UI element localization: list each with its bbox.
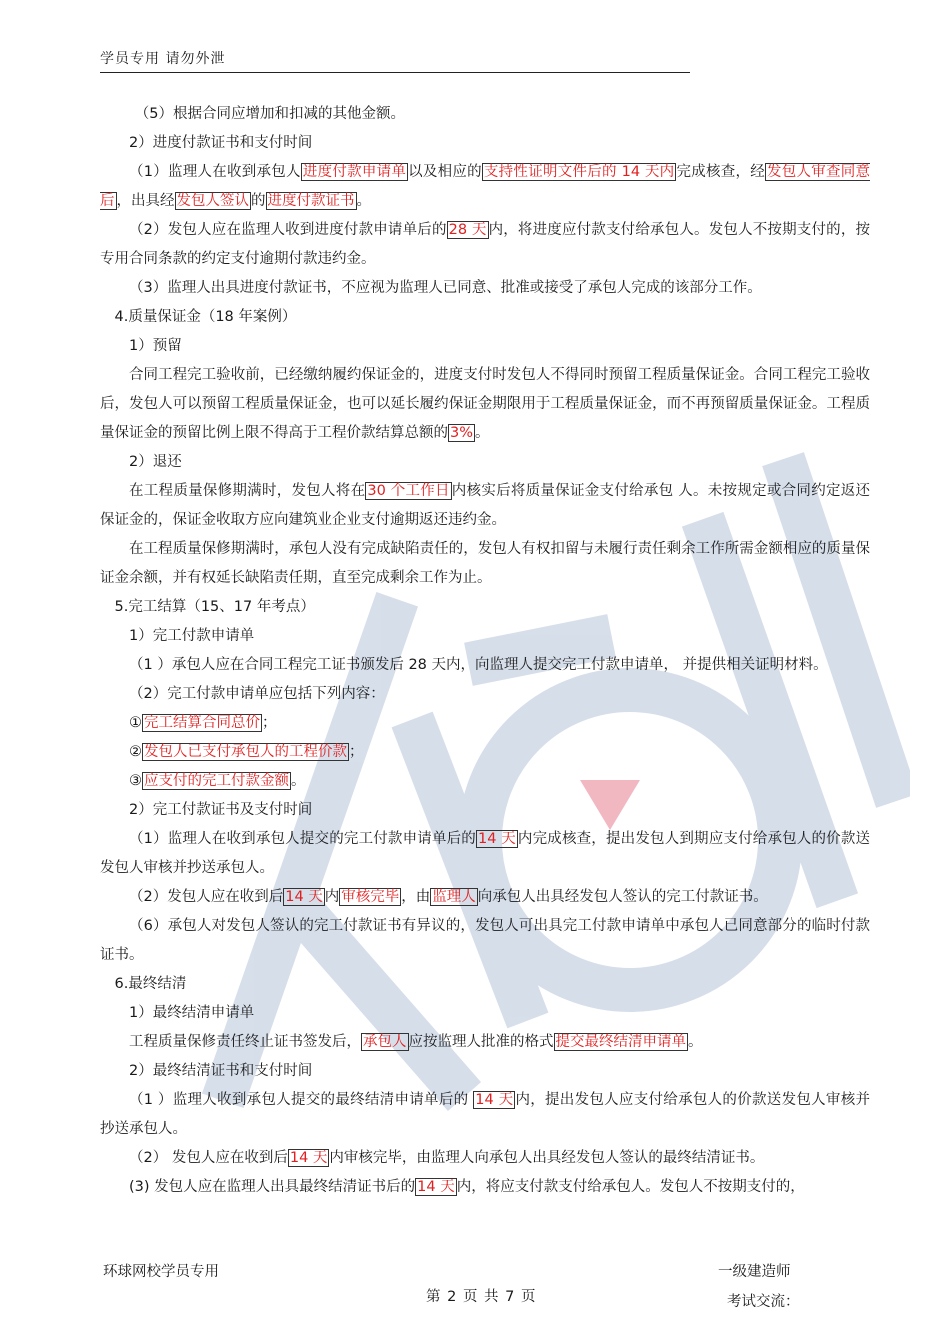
footer-exchange: 考试交流： (727, 1294, 800, 1310)
highlight: 14 天 (475, 1092, 514, 1108)
subheading: 1）完工付款申请单 (129, 628, 255, 644)
highlight: 提交最终结清申请单 (555, 1034, 686, 1050)
highlight: 发包人已支付承包人的工程价款 (144, 744, 347, 760)
highlight: 14 天 (289, 1150, 328, 1166)
paragraph: 在工程质量保修期满时，承包人没有完成缺陷责任的，发包人有权扣留与未履行责任剩余工作所需金额相应的质量保证金余额，并有权延长缺陷责任期，直至完成剩余工作为止。 (100, 541, 870, 586)
highlight: 支持性证明文件后的 14 天内 (483, 164, 675, 180)
highlight: 应支付的完工付款金额 (144, 773, 289, 789)
paragraph: 工程质量保修责任终止证书签发后， 承包人 应按监理人批准的格式 提交最终结清申请单 。 (129, 1034, 703, 1050)
section-heading: 6.最终结清 (114, 976, 187, 992)
highlight: 进度付款申请单 (302, 164, 407, 180)
paragraph: （6）承包人对发包人签认的完工付款证书有异议的，发包人可出具完工付款申请单中承包人已同意部分的临时付款证书。 (100, 918, 870, 963)
subheading: 2）进度付款证书和支付时间 (129, 135, 313, 151)
list-item: ① 完工结算合同总价 ； (129, 715, 277, 731)
paragraph: （3）监理人出具进度付款证书，不应视为监理人已同意、批准或接受了承包人完成的该部分工作。 (129, 280, 762, 296)
list-item: ③ 应支付的完工付款金额 。 (129, 773, 306, 789)
paragraph: （5）根据合同应增加和扣减的其他金额。 (134, 106, 406, 122)
subheading: 1）最终结清申请单 (129, 1005, 255, 1021)
highlight: 14 天 (478, 831, 516, 847)
paragraph: （1）监理人在收到承包人提交的完工付款申请单后的 14 天 内完成核查，提出发包人到期应支付给承包人的价款送发包人审核并抄送承包人。 (100, 831, 871, 876)
document-body (100, 100, 870, 1202)
highlight: 14 天 (417, 1179, 455, 1195)
subheading: 2）退还 (129, 454, 182, 470)
paragraph: （2） 发包人应在收到后 14 天 内审核完毕，由监理人向承包人出具经发包人签认的最终结清证书。 (129, 1150, 765, 1166)
highlight: 审核完毕 (341, 889, 400, 905)
subheading: 1）预留 (129, 338, 182, 354)
paragraph: 合同工程完工验收前，已经缴纳履约保证金的，进度支付时发包人不得同时预留工程质量保证金。合同工程完工验收后，发包人可以预留工程质量保证金，也可以延长履约保证金期限用于工程质量保证金，而不再预留质量保证金。工程质量保证金的预留比例上限不得高于工程价款结算总额的 3% 。 (100, 367, 870, 441)
footer-exam-name: 一级建造师 (718, 1264, 791, 1280)
paragraph: （1 ）承包人应在合同工程完工证书颁发后 28 天内，向监理人提交完工付款申请单， 并提供相关证明材料。 (129, 657, 828, 673)
page-number: 第 2 页 共 7 页 (426, 1289, 537, 1305)
section-heading: 4.质量保证金（18 年案例） (114, 309, 297, 325)
highlight: 完工结算合同总价 (144, 715, 260, 731)
subheading: 2）最终结清证书和支付时间 (129, 1063, 313, 1079)
highlight: 14 天 (285, 889, 323, 905)
page-header: 学员专用 请勿外泄 (100, 48, 690, 73)
subheading: 2）完工付款证书及支付时间 (129, 802, 313, 818)
paragraph: (3) 发包人应在监理人出具最终结清证书后的 14 天 内，将应支付款支付给承包人。发包人不按期支付的， (129, 1179, 805, 1195)
highlight: 3% (450, 425, 474, 441)
paragraph: （1）监理人在收到承包人 进度付款申请单 以及相应的 支持性证明文件后的 14 天内 完成核查，经 发包人审查同意后 ，出具经 发包人签认 的 进度付款证书 。 (100, 164, 871, 209)
paragraph: 在工程质量保修期满时，发包人将在 30 个工作日 内核实后将质量保证金支付给承包 人。未按规定或合同约定返还保证金的，保证金收取方应向建筑业企业支付逾期返还违约金。 (100, 483, 871, 528)
highlight: 28 天 (448, 222, 487, 238)
section-heading: 5.完工结算（15、17 年考点） (114, 599, 315, 615)
paragraph: （2）完工付款申请单应包括下列内容： (129, 686, 385, 702)
highlight: 发包人签认 (176, 193, 249, 209)
highlight: 30 个工作日 (367, 483, 450, 499)
highlight: 承包人 (363, 1034, 407, 1050)
paragraph: （1 ）监理人收到承包人提交的最终结清申请单后的 14 天 内，提出发包人应支付给承包人的价款送发包人审核并抄送承包人。 (100, 1092, 870, 1137)
highlight: 监理人 (432, 889, 476, 905)
highlight: 发包人审查同意后 (100, 164, 871, 209)
footer-brand: 环球网校学员专用 (103, 1264, 219, 1280)
highlight: 进度付款证书 (267, 193, 355, 209)
paragraph: （2）发包人应在监理人收到进度付款申请单后的 28 天 内，将进度应付款支付给承包人。发包人不按期支付的，按专用合同条款的约定支付逾期付款违约金。 (100, 222, 871, 267)
paragraph: （2）发包人应在收到后 14 天 内 审核完毕 ，由 监理人 向承包人出具经发包人签认的完工付款证书。 (129, 889, 768, 905)
list-item: ② 发包人已支付承包人的工程价款 ； (129, 744, 364, 760)
